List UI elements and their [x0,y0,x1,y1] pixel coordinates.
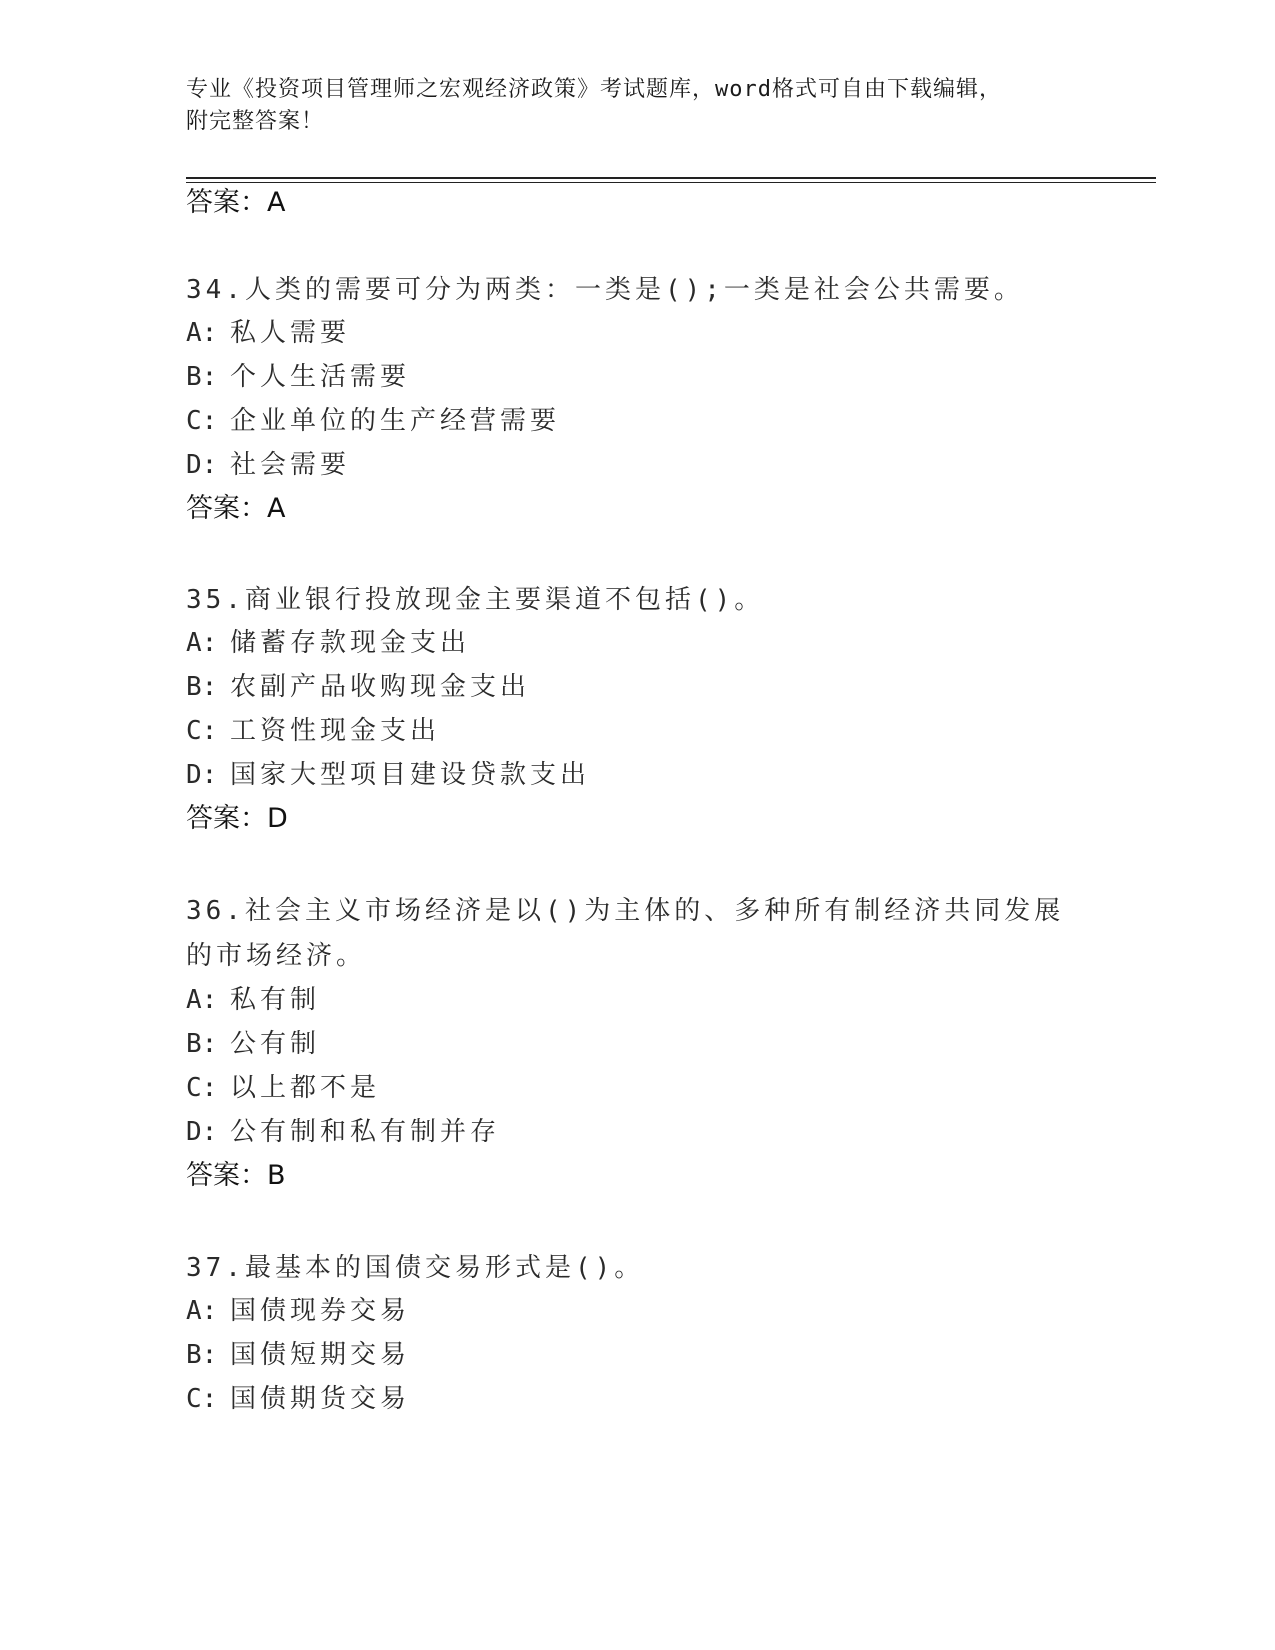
option-item [186,1382,410,1416]
option-item [186,626,470,660]
option-text: 农副产品收购现金支出 [230,672,531,702]
option-text: 个人生活需要 [230,362,411,392]
option-key: B: [186,672,218,702]
option-text: 国债期货交易 [230,1384,411,1414]
option-key: D: [186,1117,218,1147]
question-text: 社会主义市场经济是以()为主体的、多种所有制经济共同发展的市场经济。 [186,896,1065,971]
option-key: C: [186,716,218,746]
option-item [186,404,560,438]
answer-value: D [267,803,288,834]
option-text: 公有制 [230,1029,321,1059]
option-text: 私有制 [230,985,321,1015]
option-item [186,1338,410,1372]
option-item [186,983,320,1017]
option-item [186,1115,500,1149]
header-divider [186,177,1156,179]
question-text: 商业银行投放现金主要渠道不包括()。 [244,585,765,615]
option-key: C: [186,1073,218,1103]
option-item [186,1294,410,1328]
header-line-2: 附完整答案！ [186,109,325,134]
option-key: D: [186,760,218,790]
question-number: 34. [186,275,245,305]
option-text: 储蓄存款现金支出 [230,628,471,658]
option-item [186,1027,320,1061]
answer-value: B [267,1160,286,1191]
option-text: 公有制和私有制并存 [230,1117,501,1147]
answer-line: 答案：B [186,1160,286,1191]
option-item [186,670,530,704]
question-number: 36. [186,896,245,926]
option-item [186,1071,380,1105]
option-item [186,758,590,792]
question-text: 最基本的国债交易形式是()。 [244,1253,645,1283]
option-text: 私人需要 [230,318,351,348]
question-number: 35. [186,585,245,615]
question-36 [186,889,1086,979]
option-key: A: [186,985,218,1015]
option-key: A: [186,628,218,658]
option-item [186,316,350,350]
option-key: B: [186,1340,218,1370]
option-text: 企业单位的生产经营需要 [230,406,561,436]
option-item [186,448,350,482]
answer-value: A [267,187,286,218]
option-key: B: [186,362,218,392]
answer-line: 答案：A [186,493,286,524]
option-item [186,360,410,394]
header-line-1: 专业《投资项目管理师之宏观经济政策》考试题库，word格式可自由下载编辑， [186,77,1002,102]
option-text: 国债短期交易 [230,1340,411,1370]
option-key: A: [186,318,218,348]
document-header [186,74,1086,138]
answer-line: 答案：A [186,187,286,218]
question-text: 人类的需要可分为两类：一类是();一类是社会公共需要。 [244,275,1024,305]
option-key: B: [186,1029,218,1059]
option-item [186,714,440,748]
option-text: 以上都不是 [230,1073,381,1103]
answer-value: A [267,493,286,524]
option-key: D: [186,450,218,480]
header-divider-thin [186,182,1156,183]
question-35 [186,578,1086,623]
option-key: A: [186,1296,218,1326]
option-text: 国债现券交易 [230,1296,411,1326]
question-number: 37. [186,1253,245,1283]
question-37 [186,1246,1086,1291]
answer-line: 答案：D [186,803,288,834]
option-key: C: [186,406,218,436]
question-34 [186,268,1086,313]
option-text: 工资性现金支出 [230,716,441,746]
option-text: 社会需要 [230,450,351,480]
option-text: 国家大型项目建设贷款支出 [230,760,591,790]
option-key: C: [186,1384,218,1414]
